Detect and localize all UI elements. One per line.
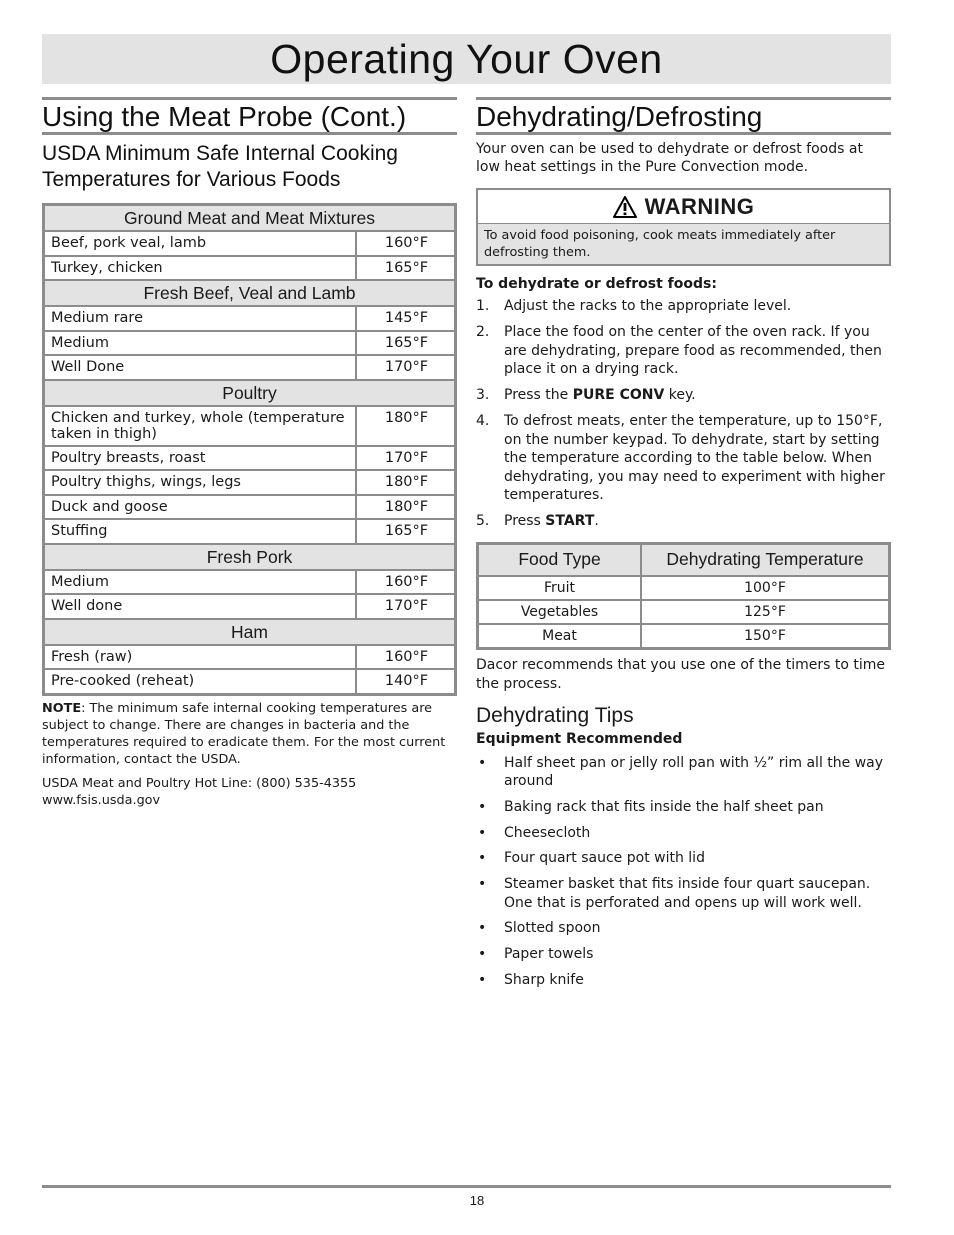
food-cell: Beef, pork veal, lamb bbox=[44, 231, 356, 256]
equipment-text: Half sheet pan or jelly roll pan with ½” rim all the way around bbox=[504, 754, 884, 789]
warning-title: WARNING bbox=[644, 193, 755, 219]
list-item bbox=[476, 798, 891, 817]
equipment-text: Sharp knife bbox=[504, 972, 584, 989]
table-row bbox=[44, 231, 455, 256]
right-column bbox=[476, 97, 891, 997]
timer-recommendation: Dacor recommends that you use one of the timers to time the process. bbox=[476, 656, 885, 692]
temp-cell: 140°F bbox=[356, 669, 455, 694]
category-row bbox=[44, 205, 455, 231]
category-row bbox=[44, 280, 455, 306]
dehydrating-table-header bbox=[478, 544, 889, 576]
list-item bbox=[476, 971, 891, 990]
usda-hotline: USDA Meat and Poultry Hot Line: (800) 535-4355 bbox=[42, 775, 357, 791]
page-number: 18 bbox=[469, 1193, 485, 1208]
temp-cell: 165°F bbox=[356, 519, 455, 544]
column-header-temperature: Dehydrating Temperature bbox=[641, 544, 889, 576]
temp-cell: 160°F bbox=[356, 570, 455, 595]
list-item bbox=[476, 945, 891, 964]
step-number: 2. bbox=[476, 324, 490, 340]
step-text: Press the bbox=[504, 387, 573, 403]
temp-cell: 180°F bbox=[356, 470, 455, 495]
steps-list bbox=[476, 297, 891, 531]
step-text: Press bbox=[504, 513, 546, 529]
bullet-icon: • bbox=[478, 798, 487, 815]
table-row bbox=[44, 645, 455, 670]
step-number: 5. bbox=[476, 513, 490, 529]
table-row bbox=[478, 600, 889, 624]
temperature-cell: 150°F bbox=[641, 624, 889, 648]
step-text: Adjust the racks to the appropriate level. bbox=[504, 298, 792, 314]
column-header-food-type: Food Type bbox=[478, 544, 641, 576]
food-cell: Turkey, chicken bbox=[44, 256, 356, 281]
food-type-cell: Vegetables bbox=[478, 600, 641, 624]
category-row bbox=[44, 619, 455, 645]
step-item bbox=[476, 386, 891, 405]
step-item bbox=[476, 512, 891, 531]
list-item bbox=[476, 875, 891, 912]
warning-box bbox=[476, 188, 891, 266]
temp-cell: 160°F bbox=[356, 231, 455, 256]
temperature-cell: 125°F bbox=[641, 600, 889, 624]
bullet-icon: • bbox=[478, 972, 487, 989]
usda-temperature-table bbox=[42, 203, 457, 696]
steps-title: To dehydrate or defrost foods: bbox=[476, 276, 717, 292]
food-cell: Poultry breasts, roast bbox=[44, 446, 356, 471]
list-item bbox=[476, 919, 891, 938]
bullet-icon: • bbox=[478, 920, 487, 937]
table-row bbox=[44, 470, 455, 495]
usda-subheading: USDA Minimum Safe Internal Cooking Temperatures for Various Foods bbox=[42, 142, 398, 191]
temp-cell: 180°F bbox=[356, 495, 455, 520]
food-cell: Medium bbox=[44, 570, 356, 595]
list-item bbox=[476, 754, 891, 791]
equipment-text: Cheesecloth bbox=[504, 824, 591, 841]
temp-cell: 165°F bbox=[356, 256, 455, 281]
usda-note bbox=[42, 700, 457, 768]
category-label: Poultry bbox=[44, 380, 455, 406]
step-key: PURE CONV bbox=[572, 387, 665, 403]
table-row bbox=[478, 624, 889, 648]
equipment-text: Paper towels bbox=[504, 946, 594, 963]
page-banner bbox=[42, 34, 891, 84]
step-number: 1. bbox=[476, 298, 490, 314]
step-item bbox=[476, 412, 891, 505]
table-row bbox=[44, 594, 455, 619]
footer-divider bbox=[42, 1185, 891, 1188]
table-row bbox=[44, 519, 455, 544]
equipment-text: Steamer basket that fits inside four quart saucepan. One that is perforated and opens up will work well. bbox=[504, 876, 871, 911]
food-cell: Medium bbox=[44, 331, 356, 356]
table-row bbox=[44, 406, 455, 446]
bullet-icon: • bbox=[478, 754, 487, 771]
food-cell: Poultry thighs, wings, legs bbox=[44, 470, 356, 495]
food-cell: Stuffing bbox=[44, 519, 356, 544]
usda-website: www.fsis.usda.gov bbox=[42, 792, 161, 808]
note-text: : The minimum safe internal cooking temperatures are subject to change. There are changes in bacteria and the temperatures required to eradicate them. For the most current information, contact the USDA. bbox=[42, 700, 446, 767]
category-row bbox=[44, 544, 455, 570]
dehydrating-table bbox=[476, 542, 891, 650]
usda-hotline-block bbox=[42, 775, 457, 809]
category-label: Fresh Beef, Veal and Lamb bbox=[44, 280, 455, 306]
table-row bbox=[44, 306, 455, 331]
step-number: 3. bbox=[476, 387, 490, 403]
table-row bbox=[44, 355, 455, 380]
bullet-icon: • bbox=[478, 824, 487, 841]
category-label: Ground Meat and Meat Mixtures bbox=[44, 205, 455, 231]
dehydrating-heading: Dehydrating/Defrosting bbox=[476, 97, 891, 135]
meat-probe-heading: Using the Meat Probe (Cont.) bbox=[42, 97, 457, 135]
temp-cell: 160°F bbox=[356, 645, 455, 670]
food-type-cell: Fruit bbox=[478, 576, 641, 600]
equipment-list bbox=[476, 754, 891, 990]
bullet-icon: • bbox=[478, 850, 487, 867]
table-row bbox=[44, 331, 455, 356]
food-cell: Well Done bbox=[44, 355, 356, 380]
equipment-text: Baking rack that fits inside the half sheet pan bbox=[504, 798, 824, 815]
category-row bbox=[44, 380, 455, 406]
list-item bbox=[476, 824, 891, 843]
temp-cell: 180°F bbox=[356, 406, 455, 446]
step-text-end: . bbox=[594, 513, 599, 529]
step-item bbox=[476, 323, 891, 379]
warning-header bbox=[478, 190, 889, 224]
temp-cell: 170°F bbox=[356, 355, 455, 380]
table-row bbox=[478, 576, 889, 600]
bullet-icon: • bbox=[478, 876, 487, 893]
food-cell: Duck and goose bbox=[44, 495, 356, 520]
table-row bbox=[44, 495, 455, 520]
temperature-cell: 100°F bbox=[641, 576, 889, 600]
warning-text: To avoid food poisoning, cook meats immediately after defrosting them. bbox=[478, 224, 889, 264]
food-cell: Chicken and turkey, whole (temperature taken in thigh) bbox=[44, 406, 356, 446]
temp-cell: 145°F bbox=[356, 306, 455, 331]
equipment-text: Four quart sauce pot with lid bbox=[504, 850, 705, 867]
temp-cell: 170°F bbox=[356, 446, 455, 471]
food-cell: Medium rare bbox=[44, 306, 356, 331]
dehydrating-intro: Your oven can be used to dehydrate or defrost foods at low heat settings in the Pure Convection mode. bbox=[476, 141, 863, 175]
left-column bbox=[42, 97, 457, 809]
food-type-cell: Meat bbox=[478, 624, 641, 648]
warning-triangle-icon bbox=[613, 196, 637, 218]
dehydrating-tips-heading: Dehydrating Tips bbox=[476, 703, 634, 727]
category-label: Ham bbox=[44, 619, 455, 645]
step-item bbox=[476, 297, 891, 316]
list-item bbox=[476, 849, 891, 868]
food-cell: Fresh (raw) bbox=[44, 645, 356, 670]
food-cell: Well done bbox=[44, 594, 356, 619]
temp-cell: 170°F bbox=[356, 594, 455, 619]
table-row bbox=[44, 570, 455, 595]
table-row bbox=[44, 256, 455, 281]
temp-cell: 165°F bbox=[356, 331, 455, 356]
note-label: NOTE bbox=[42, 700, 82, 716]
table-row bbox=[44, 446, 455, 471]
page-title: Operating Your Oven bbox=[270, 35, 663, 82]
step-key: START bbox=[545, 513, 595, 529]
food-cell: Pre-cooked (reheat) bbox=[44, 669, 356, 694]
step-text: Place the food on the center of the oven rack. If you are dehydrating, prepare food as recommended, then place it on a drying rack. bbox=[504, 324, 882, 377]
step-text-end: key. bbox=[664, 387, 696, 403]
bullet-icon: • bbox=[478, 946, 487, 963]
table-row bbox=[44, 669, 455, 694]
step-number: 4. bbox=[476, 413, 490, 429]
equipment-title: Equipment Recommended bbox=[476, 730, 683, 747]
step-text: To defrost meats, enter the temperature, up to 150°F, on the number keypad. To dehydrate, start by setting the temperature according to the table below. When dehydrating, you may need to experiment with higher temperatures. bbox=[504, 413, 885, 503]
category-label: Fresh Pork bbox=[44, 544, 455, 570]
equipment-text: Slotted spoon bbox=[504, 920, 601, 937]
